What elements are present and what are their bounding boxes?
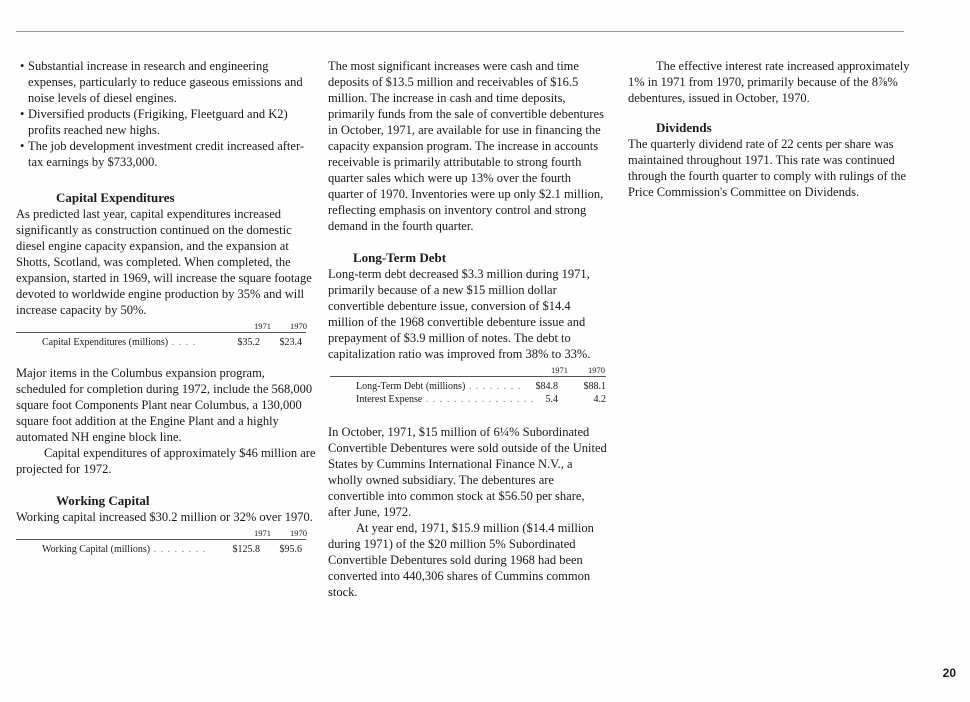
value-1971: $35.2 [237, 337, 260, 348]
capital-expenditures-paragraph: As predicted last year, capital expenditures increased significantly as construction continued on the domestic diesel engine capacity expansion, and the expansion at Shotts, Scotland, was completed. When completed, the expansion, started in 1969, will increase the square footage devoted to worldwide engine production by 35% and will increase capacity by 50%. [16, 207, 312, 317]
long-term-debt-table [330, 364, 606, 406]
value-1970: $88.1 [583, 381, 606, 392]
table-row: Capital Expenditures (millions) . . . . $35.2 $23.4 [42, 337, 302, 348]
conversion-paragraph: At year end, 1971, $15.9 million ($14.4 million during 1971) of the $20 million 5% Subordinated Convertible Debentures sold during 1968 had been converted into 440,306 shares of Cummins common stock. [328, 521, 594, 599]
year-label: 1971 [551, 365, 568, 375]
top-rule [16, 31, 904, 32]
column-right [628, 58, 910, 200]
dividends-heading: Dividends [656, 120, 712, 135]
year-label: 1970 [588, 365, 605, 375]
dividends-paragraph: The quarterly dividend rate of 22 cents per share was maintained throughout 1971. This rate was continued through the fourth quarter to comply with rulings of the Price Commission's Committee on Dividends. [628, 137, 907, 199]
row-label: Interest Expense [356, 394, 423, 405]
capital-expenditures-table [16, 320, 306, 349]
table-row: Long-Term Debt (millions) . . . . . . . . $84.8 $88.1 [356, 381, 606, 392]
long-term-debt-paragraph: Long-term debt decreased $3.3 million during 1971, primarily because of a new $15 million dollar convertible debenture issue, conversion of $14.4 million of the 1968 convertible debenture issue and prepayment of $3.9 million of notes. The debt to capitalization ratio was improved from 38% to 33%. [328, 267, 591, 361]
value-1971: $125.8 [232, 544, 260, 555]
column-middle [328, 58, 607, 600]
value-1970: $23.4 [279, 337, 302, 348]
capital-expenditures-heading: Capital Expenditures [56, 190, 175, 205]
highlights-list [16, 58, 316, 170]
list-item: • The job development investment credit increased after-tax earnings by $733,000. [16, 138, 316, 170]
year-label: 1971 [254, 321, 271, 331]
working-capital-paragraph: Working capital increased $30.2 million or 32% over 1970. [16, 510, 313, 524]
value-1971: 5.4 [545, 394, 558, 405]
year-label: 1970 [290, 321, 307, 331]
year-label: 1971 [254, 528, 271, 538]
column-left [16, 58, 316, 556]
row-label: Capital Expenditures (millions) [42, 337, 169, 348]
list-item: • Substantial increase in research and engineering expenses, particularly to reduce gaseous emissions and noise levels of diesel engines. [16, 58, 316, 106]
debentures-paragraph: In October, 1971, $15 million of 6¼% Subordinated Convertible Debentures were sold outside of the United States by Cummins International Finance N.V., a wholly owned subsidiary. The debentures are convertible into common stock at $56.50 per share, after June, 1972. [328, 425, 607, 519]
working-capital-table [16, 527, 306, 556]
table-row: Working Capital (millions) . . . . . . . . $125.8 $95.6 [42, 544, 302, 555]
list-item: • Diversified products (Frigiking, Fleetguard and K2) profits reached new highs. [16, 106, 316, 138]
long-term-debt-heading: Long-Term Debt [353, 250, 447, 265]
value-1970: $95.6 [279, 544, 302, 555]
working-capital-heading: Working Capital [56, 493, 150, 508]
page-number: 20 [942, 666, 956, 680]
row-label: Long-Term Debt (millions) [356, 381, 466, 392]
interest-rate-paragraph: The effective interest rate increased approximately 1% in 1971 from 1970, primarily because of the 8⅞% debentures, issued in October, 1970. [628, 59, 910, 105]
row-label: Working Capital (millions) [42, 544, 151, 555]
value-1971: $84.8 [535, 381, 558, 392]
cash-receivables-paragraph: The most significant increases were cash and time deposits of $13.5 million and receivables of $16.5 million. The increase in cash and time deposits, primarily funds from the sale of convertible debentures in October, 1971, are available for use in financing the capacity expansion program. The increase in accounts receivable is primarily attributable to strong fourth quarter sales which were up 13% over the fourth quarter of 1970. Inventories were up only $2.1 million, reflecting emphasis on inventory control and strong demand in the fourth quarter. [328, 59, 604, 233]
projection-paragraph: Capital expenditures of approximately $46 million are projected for 1972. [16, 446, 316, 476]
table-row: Interest Expense . . . . . . . . . . . . . . . . 5.4 4.2 [356, 394, 606, 405]
year-label: 1970 [290, 528, 307, 538]
expansion-paragraph: Major items in the Columbus expansion program, scheduled for completion during 1972, include the 568,000 square foot Components Plant near Columbus, a 130,000 square foot addition at the Engine Plant and a highly automated NH engine block line. [16, 366, 313, 444]
value-1970: 4.2 [593, 394, 606, 405]
